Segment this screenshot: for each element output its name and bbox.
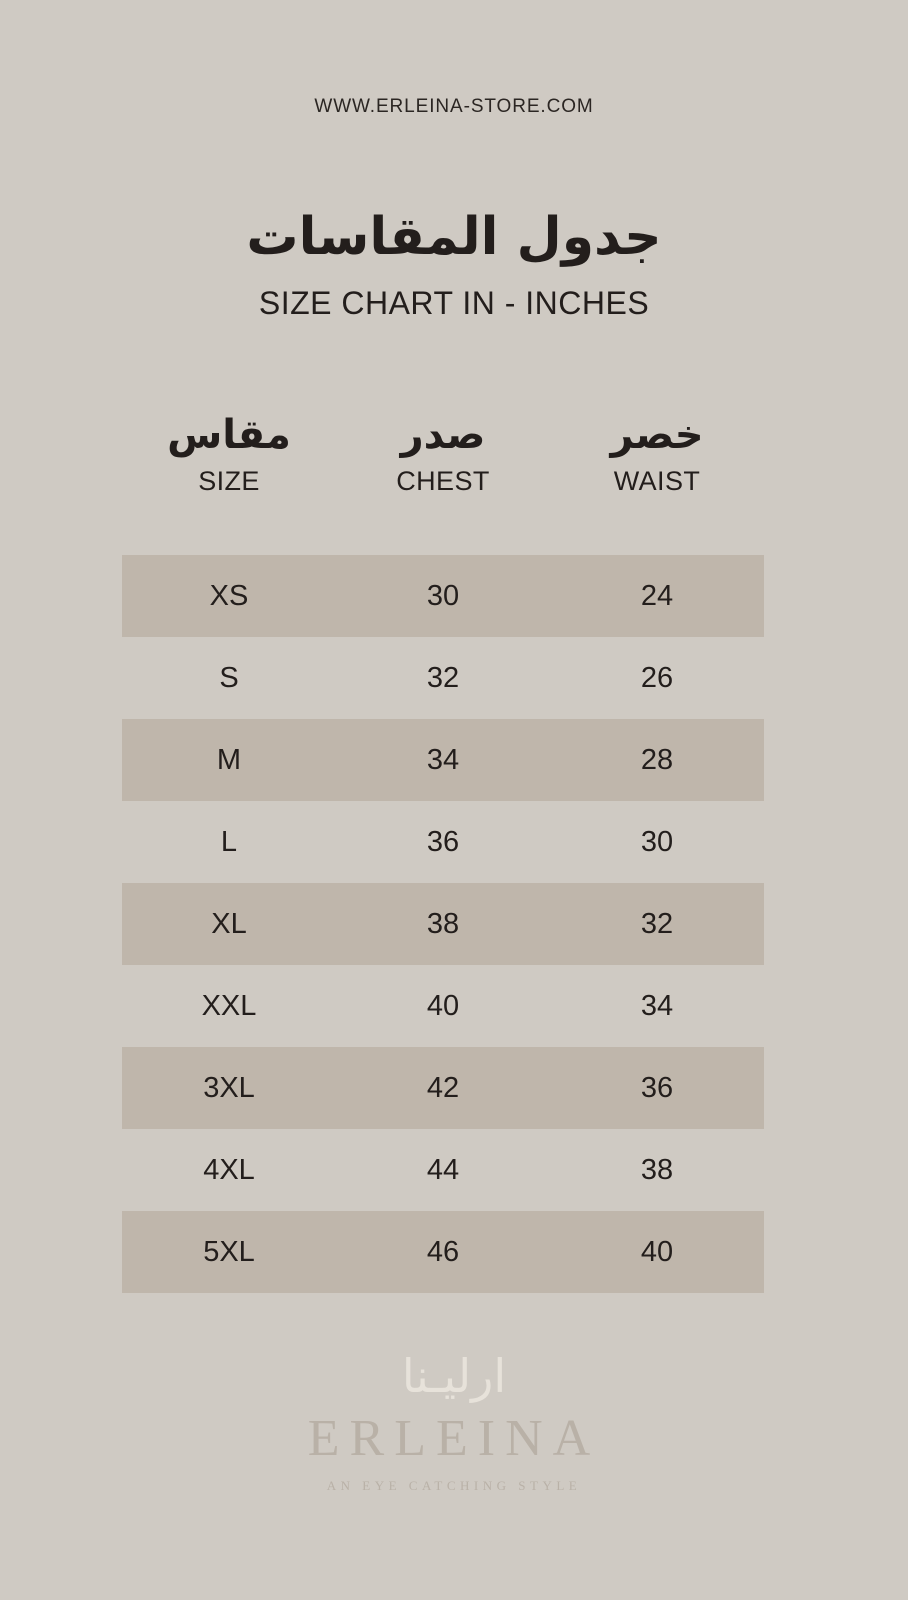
cell-size: 4XL <box>203 1153 255 1186</box>
cell-size: M <box>216 743 242 776</box>
cell-size: S <box>219 661 239 694</box>
cell-waist: 40 <box>640 1235 674 1268</box>
cell-chest: 38 <box>426 907 460 940</box>
table-row <box>122 555 764 637</box>
column-header-size-english: SIZE <box>198 466 260 496</box>
cell-chest: 30 <box>426 579 460 612</box>
cell-chest: 44 <box>426 1153 460 1186</box>
table-row <box>122 883 764 965</box>
table-row <box>122 1129 764 1211</box>
cell-waist: 30 <box>640 825 674 858</box>
column-header-size <box>122 410 336 555</box>
table-row <box>122 637 764 719</box>
cell-size: 5XL <box>203 1235 255 1268</box>
cell-chest: 32 <box>426 661 460 694</box>
cell-size: XL <box>211 907 247 940</box>
brand-tagline: AN EYE CATCHING STYLE <box>326 1477 582 1493</box>
website-url: WWW.ERLEINA-STORE.COM <box>314 96 594 117</box>
column-header-chest-arabic: صدر <box>400 412 486 458</box>
column-header-waist <box>550 410 764 555</box>
column-header-waist-english: WAIST <box>613 466 701 496</box>
column-header-size-arabic: مقاس <box>167 412 291 458</box>
table-row <box>122 719 764 801</box>
cell-waist: 32 <box>640 907 674 940</box>
cell-waist: 28 <box>640 743 674 776</box>
cell-waist: 36 <box>640 1071 674 1104</box>
brand-logo <box>0 1350 908 1494</box>
size-chart-table <box>122 410 764 1293</box>
cell-size: XS <box>209 579 249 612</box>
cell-size: L <box>220 825 238 858</box>
cell-waist: 24 <box>640 579 674 612</box>
table-header-row <box>122 410 764 555</box>
cell-waist: 26 <box>640 661 674 694</box>
table-row <box>122 965 764 1047</box>
table-row <box>122 1211 764 1293</box>
column-header-waist-arabic: خصر <box>610 412 704 458</box>
cell-chest: 34 <box>426 743 460 776</box>
cell-chest: 46 <box>426 1235 460 1268</box>
column-header-chest <box>336 410 550 555</box>
column-header-chest-english: CHEST <box>396 466 490 496</box>
cell-chest: 36 <box>426 825 460 858</box>
cell-size: XXL <box>201 989 257 1022</box>
brand-name-english: ERLEINA <box>307 1409 601 1467</box>
table-row <box>122 801 764 883</box>
page-title-arabic: جدول المقاسات <box>246 207 662 267</box>
cell-chest: 40 <box>426 989 460 1022</box>
table-row <box>122 1047 764 1129</box>
cell-chest: 42 <box>426 1071 460 1104</box>
page-title-english: SIZE CHART IN - INCHES <box>258 285 650 321</box>
brand-name-arabic: ارليـنا <box>401 1349 507 1403</box>
cell-size: 3XL <box>203 1071 255 1104</box>
cell-waist: 38 <box>640 1153 674 1186</box>
cell-waist: 34 <box>640 989 674 1022</box>
